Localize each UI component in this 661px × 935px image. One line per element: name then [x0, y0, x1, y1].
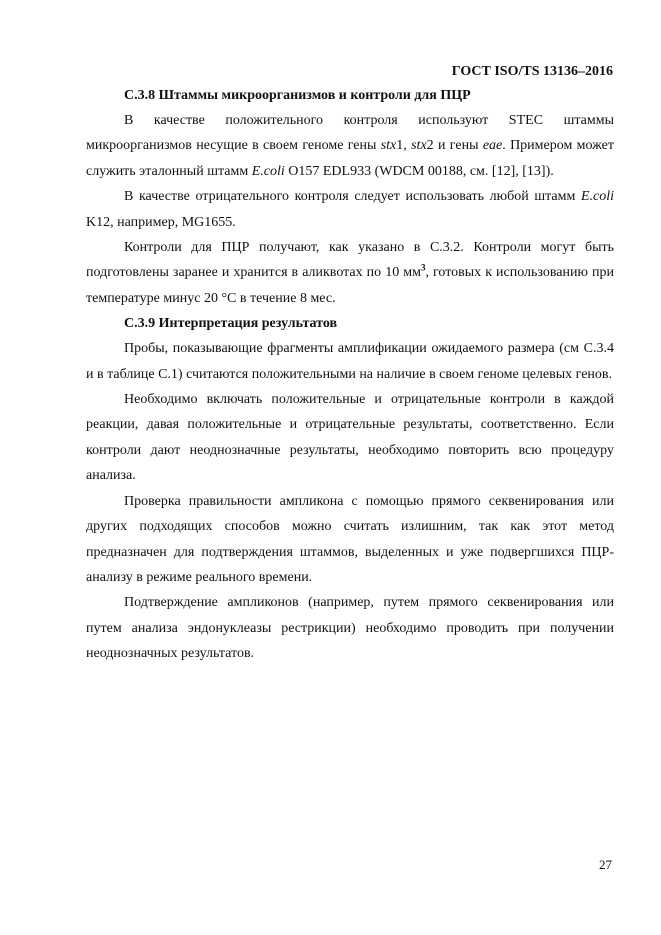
gene-name: stx: [411, 138, 427, 154]
gene-name: eae: [482, 138, 503, 154]
superscript: 3: [420, 262, 426, 273]
text-run: 1,: [396, 138, 412, 154]
document-code-header: ГОСТ ISO/TS 13136–2016: [451, 64, 613, 79]
text-run: В качестве отрицательного контроля следует использовать любой штамм: [124, 189, 581, 205]
paragraph-controls-required: Необходимо включать положительные и отрицательные контроли в каждой реакции, давая положительные и отрицательные результаты, соответственно. Если контроли дают неоднозначные результаты, необходимо повторить всю процедуру анализа.: [86, 392, 614, 484]
gene-name: stx: [380, 138, 397, 154]
text-run: , готовых к использованию при температуре минус 20 °C в течение 8 мес.: [86, 265, 614, 306]
paragraph-amplicon-check: Проверка правильности ампликона с помощью прямого секвенирования или других подходящих способов можно считать излишним, так как этот метод предназначен для подтверждения штаммов, выделенных и уже подвергшихся ПЦР-анализу в режиме реального времени.: [86, 493, 614, 585]
paragraph-pcr-controls: [86, 235, 614, 311]
section-heading-c38: С.3.8 Штаммы микроорганизмов и контроли для ПЦР: [124, 88, 471, 103]
text-run: . Примером может служить эталонный штамм: [86, 138, 614, 179]
page-content: [86, 83, 614, 667]
text-run: 2 и гены: [426, 138, 483, 154]
paragraph-samples: Пробы, показывающие фрагменты амплификации ожидаемого размера (см С.3.4 и в таблице С.1) считаются положительными на наличие в своем геноме целевых генов.: [86, 341, 614, 382]
text-run: В качестве положительного контроля используют STEC штаммы микроорганизмов несущие в своем геноме гены: [86, 113, 614, 154]
page-number: 27: [599, 857, 612, 872]
text-run: O157 EDL933 (WDCM 00188, см. [12], [13]).: [284, 163, 554, 179]
paragraph-negative-control: [86, 184, 614, 235]
section-heading-c39: С.3.9 Интерпретация результатов: [124, 316, 338, 332]
paragraph-amplicon-confirmation: Подтверждение ампликонов (например, путем прямого секвенирования или путем анализа эндонуклеазы рестрикции) необходимо проводить при получении неоднозначных результатов.: [86, 595, 614, 662]
species-name: E.coli: [251, 163, 285, 179]
text-run: K12, например, MG1655.: [86, 214, 236, 230]
paragraph-positive-control: [86, 108, 614, 184]
text-run: Контроли для ПЦР получают, как указано в С.3.2. Контроли могут быть подготовлены заранее и хранится в аликвотах по 10 мм: [86, 240, 614, 281]
species-name: E.coli: [580, 189, 614, 205]
